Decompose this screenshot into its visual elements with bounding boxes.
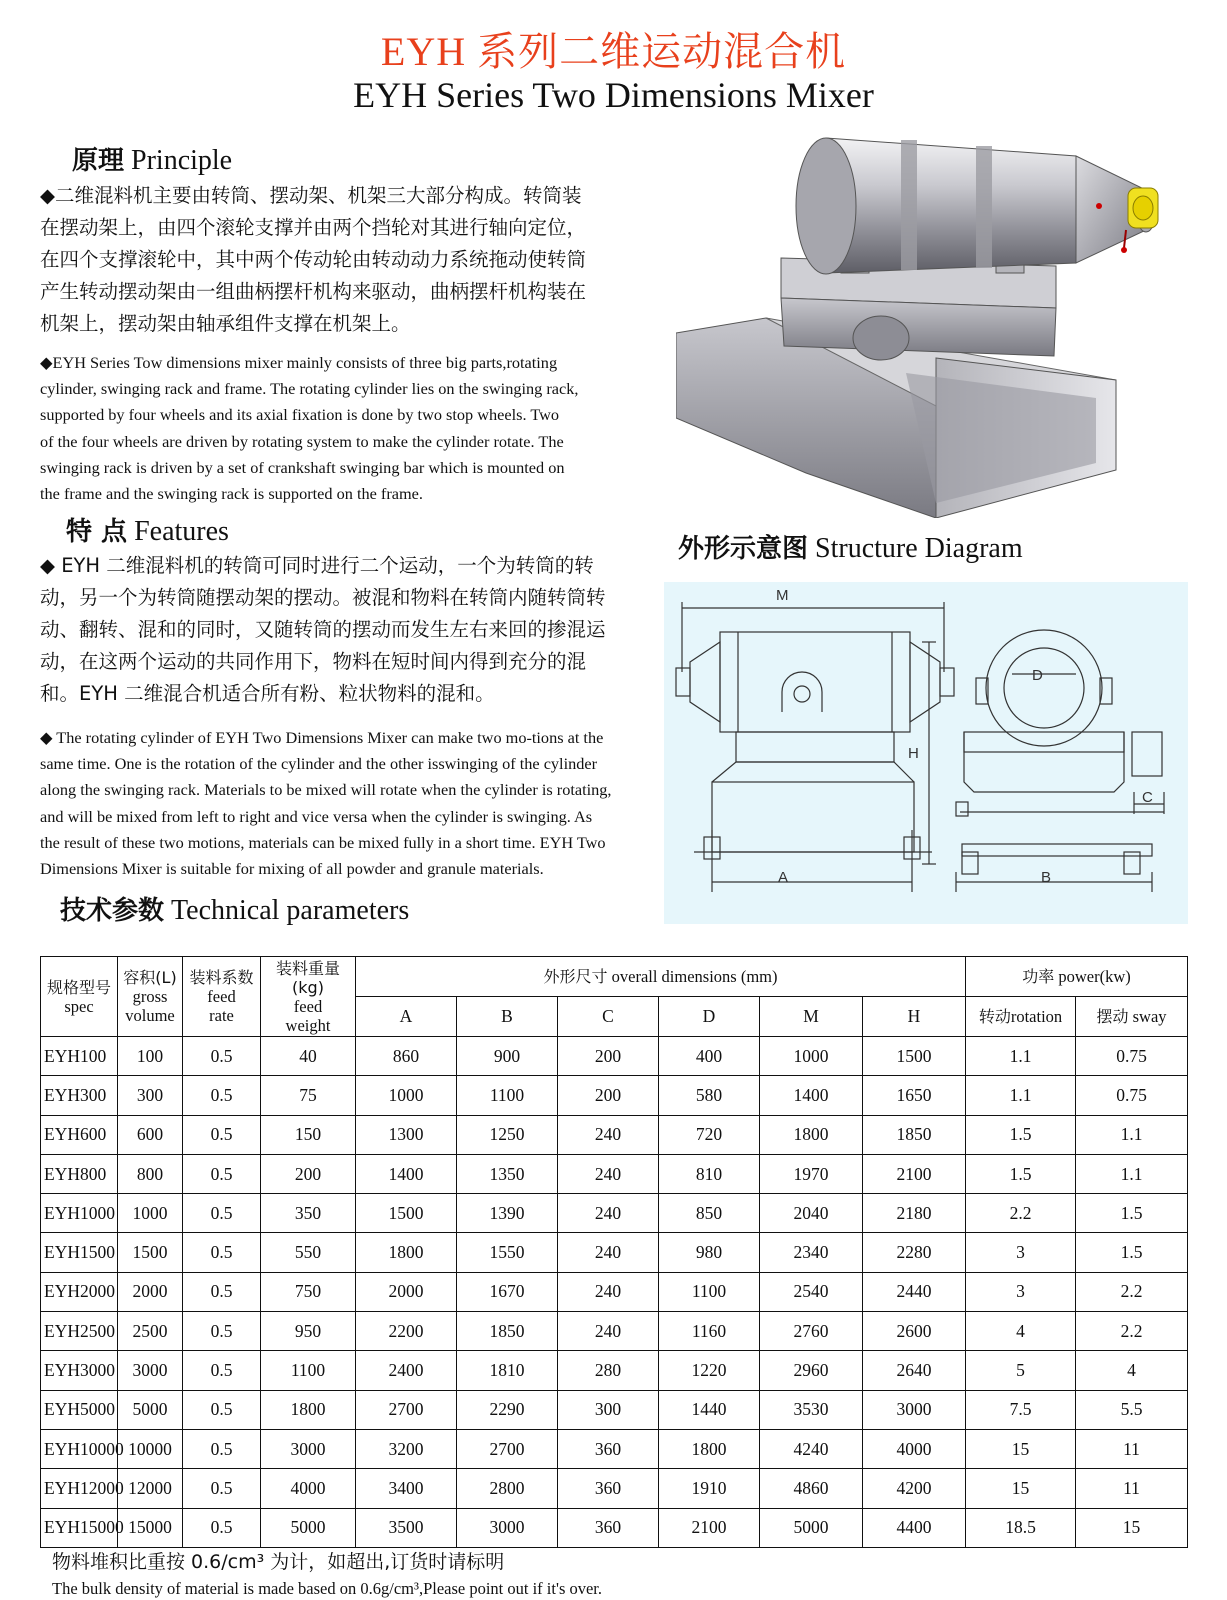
- table-row: [41, 1037, 1188, 1076]
- table-cell: EYH100: [41, 1037, 118, 1076]
- text-line: the frame and the swinging rack is supported on the frame.: [40, 484, 423, 504]
- table-cell: 2040: [760, 1194, 863, 1233]
- table-cell: 0.5: [183, 1508, 261, 1547]
- header-dimensions: [356, 957, 966, 997]
- table-cell: 1.1: [966, 1037, 1076, 1076]
- text-line: along the swinging rack. Materials to be mixed will rotate when the cylinder is rotating,: [40, 780, 612, 800]
- header-M: M: [760, 997, 863, 1037]
- table-row: [41, 1194, 1188, 1233]
- header-feed-rate-cn: 装料系数: [189, 968, 254, 987]
- table-cell: 0.5: [183, 1390, 261, 1429]
- header-A: A: [356, 997, 457, 1037]
- header-volume-en2: volume: [125, 1006, 175, 1025]
- text-line: 在四个支撑滚轮中，其中两个传动轮由转动动力系统拖动使转筒: [40, 248, 587, 271]
- table-cell: 1500: [118, 1233, 183, 1272]
- table-cell: 1.5: [1076, 1233, 1188, 1272]
- table-cell: 2500: [118, 1312, 183, 1351]
- table-cell: 4000: [863, 1429, 966, 1468]
- table-cell: 1390: [457, 1194, 558, 1233]
- table-cell: 2760: [760, 1312, 863, 1351]
- table-cell: 0.5: [183, 1351, 261, 1390]
- table-cell: EYH15000: [41, 1508, 118, 1547]
- table-cell: 600: [118, 1115, 183, 1154]
- note-en: The bulk density of material is made based on 0.6g/cm³,Please point out if it's over.: [52, 1579, 603, 1598]
- table-cell: 15: [966, 1469, 1076, 1508]
- table-cell: EYH10000: [41, 1429, 118, 1468]
- table-cell: 2400: [356, 1351, 457, 1390]
- text-line: supported by four wheels and its axial fixation is done by two stop wheels. Two: [40, 405, 560, 425]
- structure-heading-en: Structure Diagram: [815, 533, 1023, 564]
- table-cell: 1650: [863, 1076, 966, 1115]
- table-cell: 15: [966, 1429, 1076, 1468]
- text-line: ◆ The rotating cylinder of EYH Two Dimensions Mixer can make two mo-tions at the: [40, 728, 604, 747]
- table-cell: 240: [558, 1233, 659, 1272]
- text-line: 动，另一个为转筒随摆动架的摆动。被混和物料在转筒内随转筒转: [40, 586, 606, 609]
- table-cell: 2.2: [966, 1194, 1076, 1233]
- table-cell: 200: [261, 1154, 356, 1193]
- features-heading: [66, 511, 229, 548]
- table-cell: 550: [261, 1233, 356, 1272]
- table-cell: 5000: [118, 1390, 183, 1429]
- structure-heading-cn: 外形示意图: [678, 534, 809, 564]
- table-cell: 1800: [659, 1429, 760, 1468]
- table-row: [41, 1233, 1188, 1272]
- table-cell: EYH800: [41, 1154, 118, 1193]
- table-cell: 1500: [356, 1194, 457, 1233]
- table-cell: 1.5: [1076, 1194, 1188, 1233]
- table-cell: 2200: [356, 1312, 457, 1351]
- table-cell: 4200: [863, 1469, 966, 1508]
- text-line: 和。EYH 二维混合机适合所有粉、粒状物料的混和。: [40, 682, 495, 705]
- table-cell: 1400: [760, 1076, 863, 1115]
- table-cell: 2800: [457, 1469, 558, 1508]
- table-cell: 0.5: [183, 1076, 261, 1115]
- table-cell: EYH12000: [41, 1469, 118, 1508]
- table-cell: 4240: [760, 1429, 863, 1468]
- header-feed-weight-en1: feed: [293, 996, 323, 1016]
- table-cell: 1.1: [1076, 1154, 1188, 1193]
- table-cell: 360: [558, 1429, 659, 1468]
- table-cell: 2.2: [1076, 1312, 1188, 1351]
- table-row: [41, 1076, 1188, 1115]
- header-feed-rate-en1: feed: [207, 987, 236, 1006]
- table-cell: 1100: [261, 1351, 356, 1390]
- header-power-en: power(kw): [1058, 967, 1131, 986]
- table-cell: 3500: [356, 1508, 457, 1547]
- table-cell: 950: [261, 1312, 356, 1351]
- table-cell: 1800: [356, 1233, 457, 1272]
- table-row: [41, 1351, 1188, 1390]
- table-cell: 0.5: [183, 1194, 261, 1233]
- table-cell: 5: [966, 1351, 1076, 1390]
- label-M: M: [776, 587, 789, 604]
- structure-heading: [678, 528, 1023, 565]
- header-C: C: [558, 997, 659, 1037]
- table-cell: 12000: [118, 1469, 183, 1508]
- table-cell: 1810: [457, 1351, 558, 1390]
- table-cell: 1100: [659, 1272, 760, 1311]
- table-cell: 1.1: [1076, 1115, 1188, 1154]
- table-cell: 2700: [356, 1390, 457, 1429]
- principle-text-cn: [40, 180, 660, 340]
- table-body: [41, 1037, 1188, 1548]
- table-cell: EYH5000: [41, 1390, 118, 1429]
- table-cell: 0.5: [183, 1233, 261, 1272]
- text-line: 在摆动架上，由四个滚轮支撑并由两个挡轮对其进行轴向定位，: [40, 216, 587, 239]
- table-cell: 0.5: [183, 1154, 261, 1193]
- table-cell: 1850: [457, 1312, 558, 1351]
- table-cell: 900: [457, 1037, 558, 1076]
- table-cell: 40: [261, 1037, 356, 1076]
- table-cell: EYH600: [41, 1115, 118, 1154]
- page-title-cn: EYH 系列二维运动混合机: [380, 29, 847, 74]
- table-cell: 4400: [863, 1508, 966, 1547]
- table-row: [41, 1390, 1188, 1429]
- table-cell: 1220: [659, 1351, 760, 1390]
- table-cell: 1.5: [966, 1115, 1076, 1154]
- table-cell: 0.5: [183, 1115, 261, 1154]
- table-cell: 2000: [118, 1272, 183, 1311]
- header-spec-cn: 规格型号: [46, 977, 111, 997]
- table-cell: 720: [659, 1115, 760, 1154]
- header-rotation: [966, 997, 1076, 1037]
- table-cell: 1400: [356, 1154, 457, 1193]
- table-row: [41, 1115, 1188, 1154]
- table-cell: 3: [966, 1272, 1076, 1311]
- table-cell: 240: [558, 1272, 659, 1311]
- table-cell: 4000: [261, 1469, 356, 1508]
- header-feed-rate: [183, 957, 261, 1037]
- table-cell: 15: [1076, 1508, 1188, 1547]
- header-power-cn: 功率: [1022, 967, 1055, 986]
- machine-photo: [676, 118, 1196, 518]
- technical-heading-cn: 技术参数: [60, 896, 165, 926]
- table-cell: 800: [118, 1154, 183, 1193]
- principle-heading-en: Principle: [131, 145, 233, 176]
- principle-heading-cn: 原理: [72, 146, 125, 176]
- table-cell: 400: [659, 1037, 760, 1076]
- table-cell: 3400: [356, 1469, 457, 1508]
- header-sway-en: sway: [1132, 1007, 1167, 1026]
- table-cell: 1550: [457, 1233, 558, 1272]
- table-cell: 1670: [457, 1272, 558, 1311]
- table-cell: 2280: [863, 1233, 966, 1272]
- table-cell: 750: [261, 1272, 356, 1311]
- table-cell: 3000: [863, 1390, 966, 1429]
- table-cell: 1440: [659, 1390, 760, 1429]
- table-cell: 300: [558, 1390, 659, 1429]
- table-cell: 240: [558, 1194, 659, 1233]
- table-cell: 11: [1076, 1469, 1188, 1508]
- table-cell: EYH1000: [41, 1194, 118, 1233]
- text-line: 动、翻转、混和的同时，又随转筒的摆动而发生左右来回的掺混运: [40, 618, 606, 641]
- table-cell: 2.2: [1076, 1272, 1188, 1311]
- table-cell: 1300: [356, 1115, 457, 1154]
- table-cell: 1160: [659, 1312, 760, 1351]
- table-cell: EYH2000: [41, 1272, 118, 1311]
- table-cell: 1850: [863, 1115, 966, 1154]
- principle-text-en: [40, 350, 660, 507]
- table-cell: 5.5: [1076, 1390, 1188, 1429]
- table-cell: 3530: [760, 1390, 863, 1429]
- table-cell: 2600: [863, 1312, 966, 1351]
- table-cell: EYH3000: [41, 1351, 118, 1390]
- table-cell: 240: [558, 1312, 659, 1351]
- table-cell: 280: [558, 1351, 659, 1390]
- header-rotation-cn: 转动: [978, 1007, 1011, 1026]
- header-sway: [1076, 997, 1188, 1037]
- table-cell: 1800: [261, 1390, 356, 1429]
- table-cell: 5000: [760, 1508, 863, 1547]
- principle-heading: [72, 140, 232, 177]
- text-line: 动，在这两个运动的共同作用下，物料在短时间内得到充分的混: [40, 650, 587, 673]
- features-heading-en: Features: [134, 516, 229, 547]
- text-line: ◆ EYH 二维混料机的转筒可同时进行二个运动，一个为转筒的转: [40, 554, 594, 577]
- table-cell: 1910: [659, 1469, 760, 1508]
- label-D: D: [1032, 667, 1043, 684]
- table-cell: 4: [966, 1312, 1076, 1351]
- header-D: D: [659, 997, 760, 1037]
- table-cell: 3000: [457, 1508, 558, 1547]
- table-row: [41, 1429, 1188, 1468]
- table-cell: 0.5: [183, 1429, 261, 1468]
- features-text-cn: [40, 550, 660, 710]
- text-line: the result of these two motions, materials can be mixed fully in a short time. EYH Two: [40, 832, 606, 852]
- page-title-en: EYH Series Two Dimensions Mixer: [353, 75, 874, 115]
- table-cell: 11: [1076, 1429, 1188, 1468]
- text-line: ◆二维混料机主要由转筒、摆动架、机架三大部分构成。转筒装: [40, 184, 582, 207]
- table-cell: 2100: [863, 1154, 966, 1193]
- header-rotation-en: rotation: [1010, 1007, 1063, 1026]
- features-text-en: [40, 725, 660, 882]
- header-volume-en1: gross: [132, 987, 168, 1006]
- table-cell: 3: [966, 1233, 1076, 1272]
- table-cell: 200: [558, 1076, 659, 1115]
- text-line: 产生转动摆动架由一组曲柄摆杆机构来驱动，曲柄摆杆机构装在: [40, 280, 587, 303]
- table-cell: 0.5: [183, 1312, 261, 1351]
- header-dimensions-cn: 外形尺寸: [543, 967, 608, 986]
- table-cell: 3200: [356, 1429, 457, 1468]
- table-cell: 980: [659, 1233, 760, 1272]
- table-cell: 1350: [457, 1154, 558, 1193]
- table-cell: 850: [659, 1194, 760, 1233]
- table-cell: 5000: [261, 1508, 356, 1547]
- table-cell: 300: [118, 1076, 183, 1115]
- table-cell: 0.5: [183, 1272, 261, 1311]
- table-cell: 0.75: [1076, 1076, 1188, 1115]
- technical-heading: [60, 890, 409, 927]
- text-line: Dimensions Mixer is suitable for mixing of all powder and granule materials.: [40, 859, 544, 879]
- text-line: 机架上，摆动架由轴承组件支撑在机架上。: [40, 312, 411, 335]
- header-power: [966, 957, 1188, 997]
- text-line: same time. One is the rotation of the cylinder and the other isswinging of the cylinder: [40, 754, 598, 774]
- table-row: [41, 1312, 1188, 1351]
- header-volume: [118, 957, 183, 1037]
- table-cell: 2640: [863, 1351, 966, 1390]
- table-cell: 200: [558, 1037, 659, 1076]
- header-H: H: [863, 997, 966, 1037]
- header-sway-cn: 摆动: [1096, 1007, 1129, 1026]
- structure-diagram: [664, 582, 1188, 924]
- table-cell: 3000: [118, 1351, 183, 1390]
- table-cell: 4860: [760, 1469, 863, 1508]
- table-cell: 4: [1076, 1351, 1188, 1390]
- table-cell: 810: [659, 1154, 760, 1193]
- table-cell: 1970: [760, 1154, 863, 1193]
- table-cell: EYH300: [41, 1076, 118, 1115]
- label-C: C: [1142, 789, 1153, 806]
- table-cell: 2340: [760, 1233, 863, 1272]
- table-cell: 2960: [760, 1351, 863, 1390]
- technical-heading-en: Technical parameters: [171, 895, 410, 926]
- table-cell: 0.5: [183, 1037, 261, 1076]
- table-cell: 860: [356, 1037, 457, 1076]
- header-feed-rate-en2: rate: [209, 1006, 234, 1025]
- table-cell: 150: [261, 1115, 356, 1154]
- header-feed-weight-en2: weight: [285, 1015, 331, 1035]
- table-cell: 1000: [356, 1076, 457, 1115]
- text-line: and will be mixed from left to right and vice versa when the cylinder is swinging. As: [40, 806, 593, 826]
- table-cell: 1250: [457, 1115, 558, 1154]
- table-cell: 240: [558, 1154, 659, 1193]
- header-spec: [41, 957, 118, 1037]
- table-cell: 350: [261, 1194, 356, 1233]
- text-line: of the four wheels are driven by rotating system to make the cylinder rotate. The: [40, 431, 564, 451]
- table-cell: EYH1500: [41, 1233, 118, 1272]
- table-cell: 18.5: [966, 1508, 1076, 1547]
- header-volume-cn: 容积(L): [123, 968, 177, 987]
- table-cell: 1000: [760, 1037, 863, 1076]
- table-cell: 2000: [356, 1272, 457, 1311]
- table-cell: 2180: [863, 1194, 966, 1233]
- table-cell: 2540: [760, 1272, 863, 1311]
- header-spec-en: spec: [64, 996, 94, 1016]
- structure-drawing: [664, 582, 1188, 924]
- table-cell: 1800: [760, 1115, 863, 1154]
- table-cell: 100: [118, 1037, 183, 1076]
- table-cell: 3000: [261, 1429, 356, 1468]
- table-cell: 0.75: [1076, 1037, 1188, 1076]
- note-cn: 物料堆积比重按 0.6/cm³ 为计，如超出,订货时请标明: [52, 1551, 505, 1573]
- header-feed-weight: [261, 957, 356, 1037]
- table-cell: 360: [558, 1508, 659, 1547]
- label-H: H: [908, 745, 919, 762]
- table-cell: EYH2500: [41, 1312, 118, 1351]
- table-cell: 240: [558, 1115, 659, 1154]
- text-line: cylinder, swinging rack and frame. The rotating cylinder lies on the swinging rack,: [40, 379, 579, 399]
- table-row: [41, 1469, 1188, 1508]
- table-cell: 2100: [659, 1508, 760, 1547]
- table-cell: 1000: [118, 1194, 183, 1233]
- table-cell: 2290: [457, 1390, 558, 1429]
- table-row: [41, 1508, 1188, 1547]
- label-A: A: [778, 869, 789, 886]
- header-B: B: [457, 997, 558, 1037]
- table-row: [41, 1154, 1188, 1193]
- table-cell: 0.5: [183, 1469, 261, 1508]
- features-heading-cn: 特 点: [66, 517, 128, 547]
- table-cell: 7.5: [966, 1390, 1076, 1429]
- table-cell: 1100: [457, 1076, 558, 1115]
- table-cell: 2700: [457, 1429, 558, 1468]
- label-B: B: [1041, 869, 1052, 886]
- table-cell: 2440: [863, 1272, 966, 1311]
- text-line: swinging rack is driven by a set of crankshaft swinging bar which is mounted on: [40, 457, 565, 477]
- header-feed-weight-cn: 装料重量(kg): [275, 958, 340, 997]
- table-cell: 360: [558, 1469, 659, 1508]
- table-cell: 1.5: [966, 1154, 1076, 1193]
- table-cell: 1.1: [966, 1076, 1076, 1115]
- table-cell: 10000: [118, 1429, 183, 1468]
- text-line: ◆EYH Series Tow dimensions mixer mainly consists of three big parts,rotating: [40, 353, 558, 372]
- table-cell: 15000: [118, 1508, 183, 1547]
- table-cell: 1500: [863, 1037, 966, 1076]
- header-dimensions-en: overall dimensions (mm): [611, 967, 778, 986]
- technical-parameters-table: [40, 956, 1188, 1548]
- table-cell: 75: [261, 1076, 356, 1115]
- table-cell: 580: [659, 1076, 760, 1115]
- table-row: [41, 1272, 1188, 1311]
